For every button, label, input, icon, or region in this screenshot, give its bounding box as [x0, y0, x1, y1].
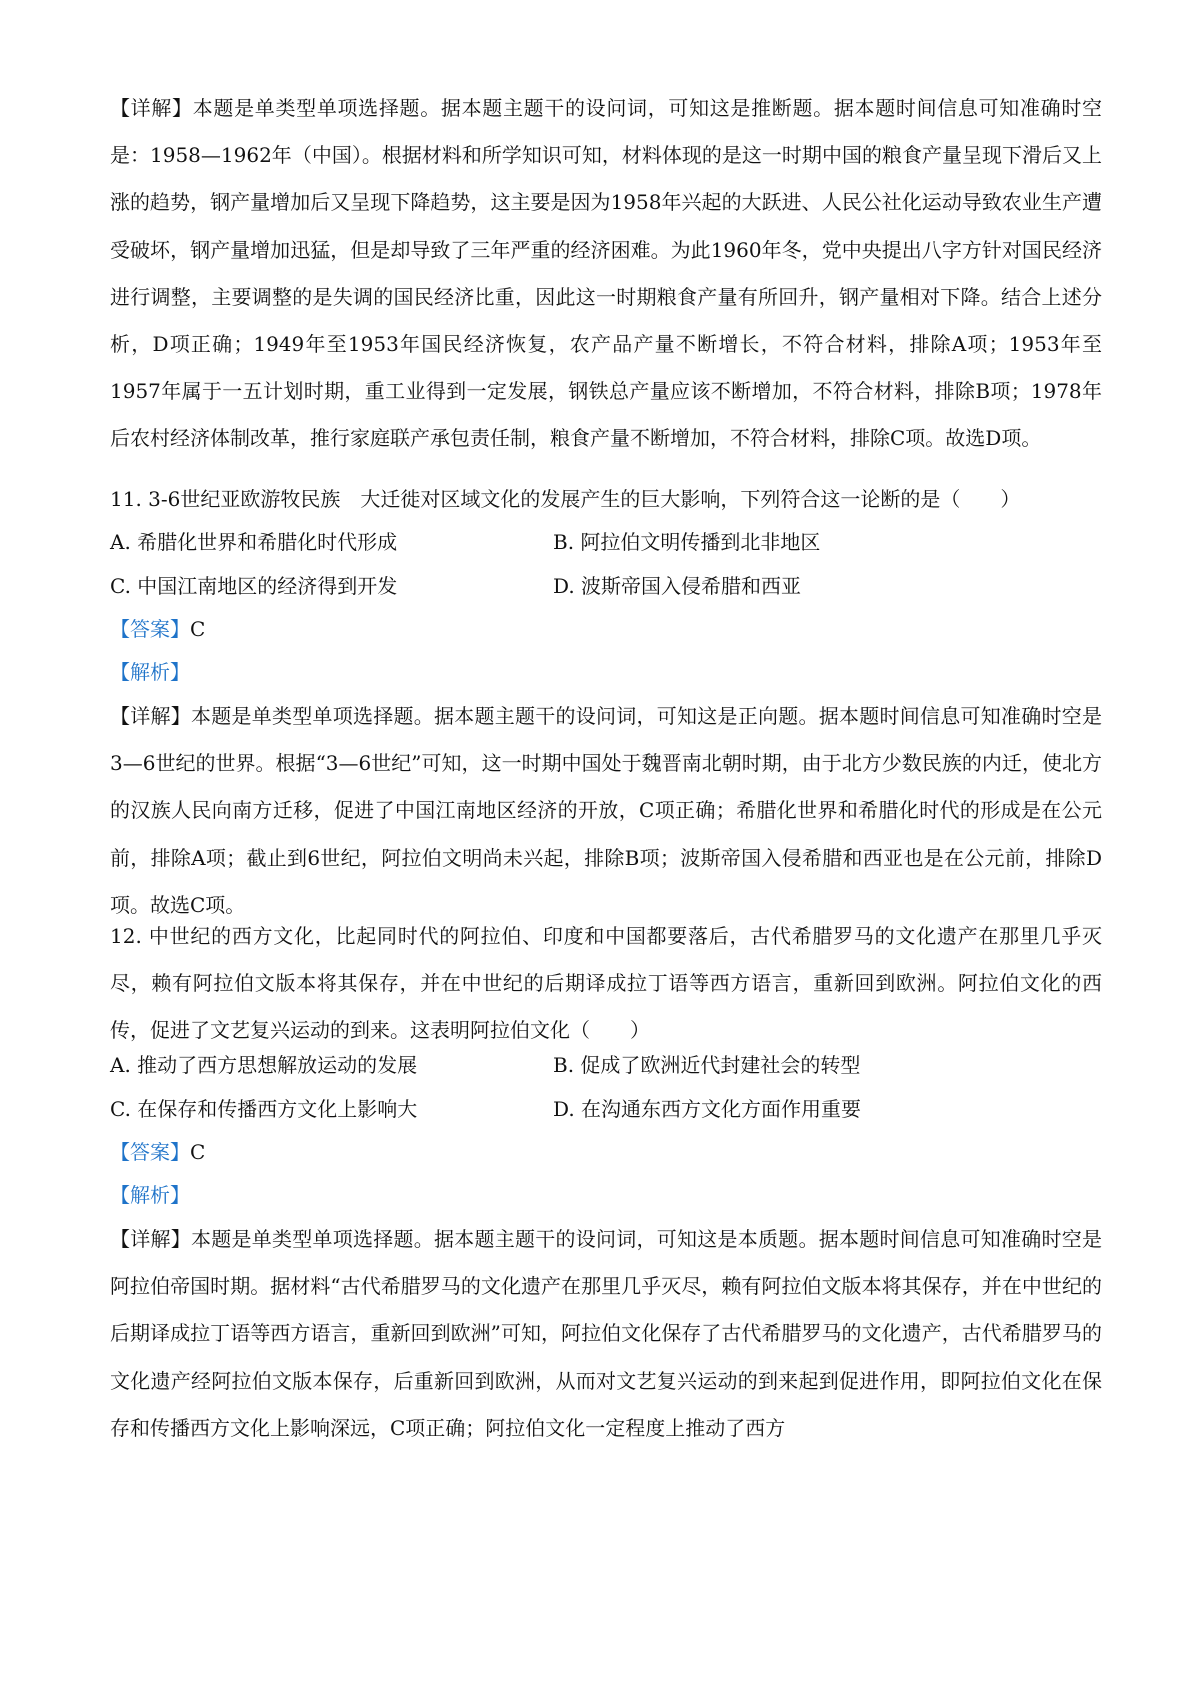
q12-detail-tag: 【详解】 [110, 1227, 191, 1251]
q12-option-b: B. 促成了欧洲近代封建社会的转型 [553, 1053, 861, 1077]
q11-answer-tag: 【答案】 [110, 617, 190, 641]
q10-detail-text: 本题是单类型单项选择题。据本题主题干的设问词，可知这是推断题。据本题时间信息可知准确时空是：1958—1962年（中国）。根据材料和所学知识可知，材料体现的是这一时期中国的粮食产量呈现下滑后又上涨的趋势，钢产量增加后又呈现下降趋势，这主要是因为1958年兴起的大跃进、人民公社化运动导致农业生产遭受破坏，钢产量增加迅猛，但是却导致了三年严重的经济困难。为此1960年冬，党中央提出八字方针对国民经济进行调整，主要调整的是失调的国民经济比重，因此这一时期粮食产量有所回升，钢产量相对下降。结合上述分析，D项正确；1949年至1953年国民经济恢复，农产品产量不断增长，不符合材料，排除A项；1953年至1957年属于一五计划时期，重工业得到一定发展，钢铁总产量应该不断增加，不符合材料，排除B项；1978年后农村经济体制改革，推行家庭联产承包责任制，粮食产量不断增加，不符合材料，排除C项。故选D项。 [110, 96, 1103, 451]
q11-detail-tag: 【详解】 [110, 704, 191, 728]
q12-detail-text: 本题是单类型单项选择题。据本题主题干的设问词，可知这是本质题。据本题时间信息可知准确时空是阿拉伯帝国时期。据材料“古代希腊罗马的文化遗产在那里几乎灭尽，赖有阿拉伯文版本将其保存，并在中世纪的后期译成拉丁语等西方语言，重新回到欧洲”可知，阿拉伯文化保存了古代希腊罗马的文化遗产，古代希腊罗马的文化遗产经阿拉伯文版本保存，后重新回到欧洲，从而对文艺复兴运动的到来起到促进作用，即阿拉伯文化在保存和传播西方文化上影响深远，C项正确；阿拉伯文化一定程度上推动了西方 [110, 1227, 1102, 1440]
q11-answer-value: C [190, 617, 206, 641]
q10-detail-paragraph [110, 85, 1102, 463]
q12-analysis-tag: 【解析】 [110, 1183, 190, 1207]
q12-answer-tag: 【答案】 [110, 1140, 190, 1164]
q11-detail-paragraph [110, 693, 1102, 929]
q11-answer [110, 606, 205, 653]
q12-option-d: D. 在沟通东西方文化方面作用重要 [553, 1097, 862, 1121]
q11-analysis-tag: 【解析】 [110, 660, 190, 684]
q12-answer-value: C [190, 1140, 206, 1164]
q12-option-c: C. 在保存和传播西方文化上影响大 [110, 1097, 418, 1121]
q11-option-d: D. 波斯帝国入侵希腊和西亚 [553, 574, 802, 598]
q12-answer [110, 1129, 205, 1176]
q11-option-a: A. 希腊化世界和希腊化时代形成 [110, 530, 398, 554]
q11-stem: 11. 3-6世纪亚欧游牧民族 大迁徙对区域文化的发展产生的巨大影响，下列符合这一论断的是（ ） [110, 487, 1021, 511]
q11-detail-text: 本题是单类型单项选择题。据本题主题干的设问词，可知这是正向题。据本题时间信息可知准确时空是3—6世纪的世界。根据“3—6世纪”可知，这一时期中国处于魏晋南北朝时期，由于北方少数民族的内迁，使北方的汉族人民向南方迁移，促进了中国江南地区经济的开放，C项正确；希腊化世界和希腊化时代的形成是在公元前，排除A项；截止到6世纪，阿拉伯文明尚未兴起，排除B项；波斯帝国入侵希腊和西亚也是在公元前，排除D项。故选C项。 [110, 704, 1102, 917]
q11-option-b: B. 阿拉伯文明传播到北非地区 [553, 530, 821, 554]
q12-stem: 12. 中世纪的西方文化，比起同时代的阿拉伯、印度和中国都要落后，古代希腊罗马的文化遗产在那里几乎灭尽，赖有阿拉伯文版本将其保存，并在中世纪的后期译成拉丁语等西方语言，重新回到欧洲。阿拉伯文化的西传，促进了文艺复兴运动的到来。这表明阿拉伯文化（ ） [110, 924, 1102, 1043]
q10-detail-tag: 【详解】 [110, 96, 193, 120]
q12-detail-paragraph [110, 1216, 1102, 1452]
q11-option-c: C. 中国江南地区的经济得到开发 [110, 574, 398, 598]
q12-option-a: A. 推动了西方思想解放运动的发展 [110, 1053, 418, 1077]
